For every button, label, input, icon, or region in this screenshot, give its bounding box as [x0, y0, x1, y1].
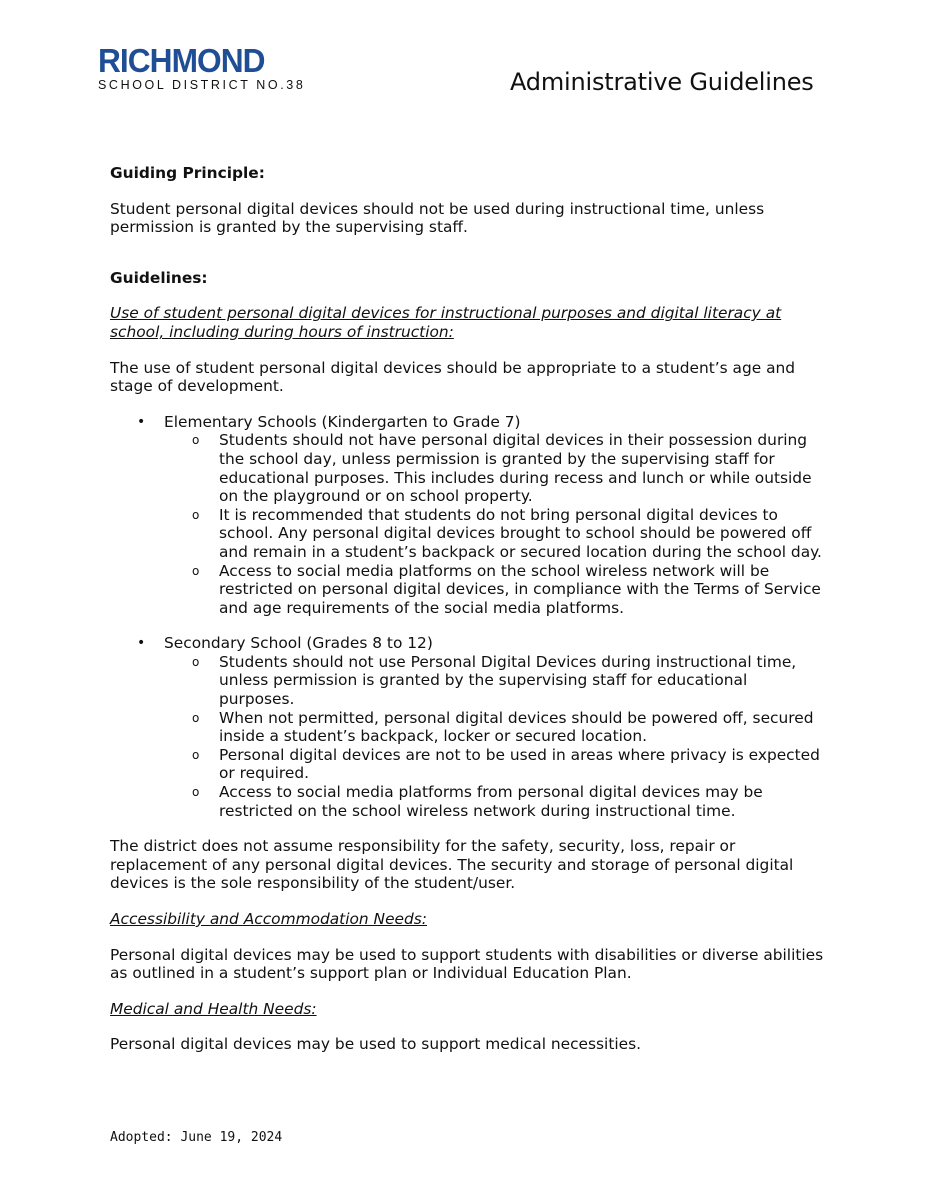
accessibility-heading: Accessibility and Accommodation Needs: — [110, 910, 427, 928]
document-body — [110, 164, 830, 1054]
sub-bullet-mark: o — [192, 785, 200, 800]
text-line: on the playground or on school property. — [219, 487, 533, 506]
bullet-label: Elementary Schools (Kindergarten to Grade 7) — [164, 412, 521, 431]
text-line: Personal digital devices may be used to support medical necessities. — [110, 1035, 642, 1054]
medical-text — [110, 1035, 830, 1054]
text-line: stage of development. — [110, 377, 284, 396]
text-line: as outlined in a student’s support plan or Individual Education Plan. — [110, 964, 632, 983]
sub-bullet-mark: o — [192, 563, 200, 578]
accessibility-text — [110, 946, 830, 983]
bullet-mark: • — [137, 635, 146, 652]
text-line: replacement of any personal digital devices. The security and storage of personal digital — [110, 855, 794, 874]
guidelines-subheading — [110, 304, 830, 341]
logo-name: RICHMOND — [98, 42, 265, 79]
text-line: Students should not have personal digital devices in their possession during — [219, 431, 808, 450]
guiding-principle-text — [110, 200, 830, 237]
text-line: When not permitted, personal digital devices should be powered off, secured — [219, 708, 814, 727]
text-line: and age requirements of the social media platforms. — [219, 598, 625, 617]
text-line: Access to social media platforms from personal digital devices may be — [219, 783, 763, 802]
logo-subtitle: SCHOOL DISTRICT NO.38 — [98, 78, 306, 92]
district-logo — [98, 44, 305, 92]
bullet-mark: • — [137, 413, 146, 430]
text-line: The use of student personal digital devices should be appropriate to a student’s age and — [110, 358, 796, 377]
text-line: or required. — [219, 764, 310, 783]
text-line: Students should not use Personal Digital Devices during instructional time, — [219, 652, 797, 671]
text-line: and remain in a student’s backpack or secured location during the school day. — [219, 542, 822, 561]
sub-bullet-mark: o — [192, 654, 200, 669]
sub-item — [110, 653, 830, 709]
text-line: school. Any personal digital devices brought to school should be powered off — [219, 524, 812, 543]
sub-bullet-mark: o — [192, 507, 200, 522]
guiding-principle-heading: Guiding Principle: — [110, 164, 265, 182]
sub-item — [110, 783, 830, 820]
document-title: Administrative Guidelines — [510, 68, 814, 96]
text-line: The district does not assume responsibility for the safety, security, loss, repair or — [110, 837, 736, 856]
sub-item — [110, 709, 830, 746]
text-line: inside a student’s backpack, locker or secured location. — [219, 727, 647, 746]
text-line: unless permission is granted by the supervising staff for educational — [219, 671, 748, 690]
bullet-label: Secondary School (Grades 8 to 12) — [164, 634, 433, 653]
bullet-elementary — [110, 413, 830, 432]
sub-bullet-mark: o — [192, 747, 200, 762]
text-line: devices is the sole responsibility of the student/user. — [110, 874, 516, 893]
text-line: purposes. — [219, 690, 295, 709]
adopted-date: Adopted: June 19, 2024 — [110, 1130, 283, 1145]
bullet-secondary — [110, 634, 830, 653]
text-line: Use of student personal digital devices for instructional purposes and digital literacy at — [110, 304, 782, 323]
text-line: Personal digital devices may be used to support students with disabilities or diverse abilities — [110, 945, 824, 964]
guidelines-intro — [110, 359, 830, 396]
sub-item — [110, 562, 830, 618]
text-line: restricted on the school wireless network during instructional time. — [219, 801, 736, 820]
text-line: Access to social media platforms on the school wireless network will be — [219, 561, 770, 580]
text-line: Personal digital devices are not to be used in areas where privacy is expected — [219, 745, 820, 764]
text-line: the school day, unless permission is granted by the supervising staff for — [219, 449, 775, 468]
medical-heading: Medical and Health Needs: — [110, 999, 317, 1018]
text-line: school, including during hours of instruction: — [110, 322, 454, 341]
text-line: restricted on personal digital devices, in compliance with the Terms of Service — [219, 580, 821, 599]
text-line: educational purposes. This includes during recess and lunch or while outside — [219, 468, 812, 487]
sub-item — [110, 506, 830, 562]
text-line: permission is granted by the supervising staff. — [110, 218, 468, 237]
sub-bullet-mark: o — [192, 433, 200, 448]
text-line: Student personal digital devices should not be used during instructional time, unless — [110, 199, 765, 218]
text-line: It is recommended that students do not bring personal digital devices to — [219, 505, 778, 524]
sub-item — [110, 746, 830, 783]
sub-bullet-mark: o — [192, 710, 200, 725]
sub-item — [110, 431, 830, 505]
responsibility-paragraph — [110, 837, 830, 893]
guidelines-heading: Guidelines: — [110, 268, 208, 287]
